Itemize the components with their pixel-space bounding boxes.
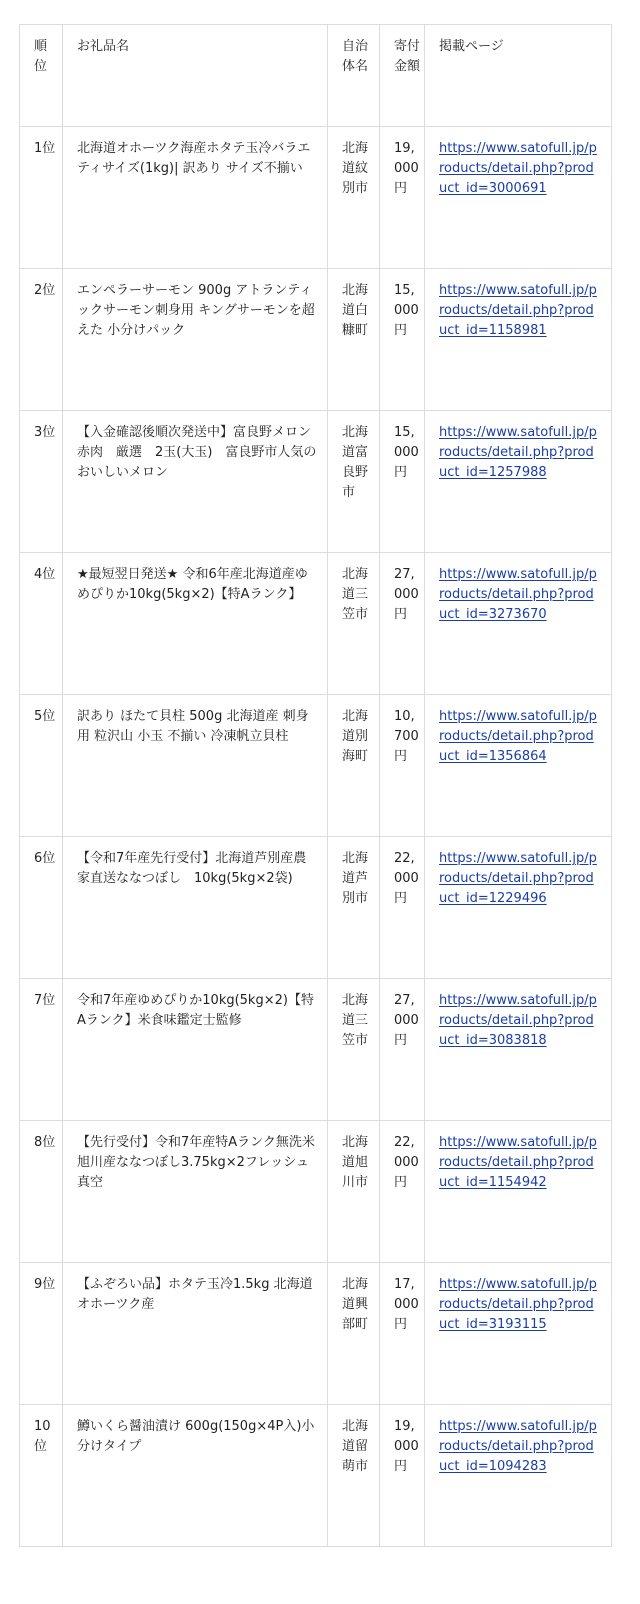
table-row bbox=[20, 837, 612, 979]
amount-cell: 17,000円 bbox=[380, 1263, 425, 1405]
table-row bbox=[20, 269, 612, 411]
product-link[interactable]: https://www.satofull.jp/products/detail.php?product_id=1229496 bbox=[439, 851, 597, 906]
product-link[interactable]: https://www.satofull.jp/products/detail.php?product_id=3083818 bbox=[439, 993, 597, 1048]
municipality-cell: 北海道留萌市 bbox=[328, 1405, 380, 1547]
product-name-cell: 【入金確認後順次発送中】富良野メロン赤肉 厳選 2玉(大玉) 富良野市人気のおいしいメロン bbox=[63, 411, 328, 553]
municipality-cell: 北海道芦別市 bbox=[328, 837, 380, 979]
product-name-cell: 鱒いくら醤油漬け 600g(150g×4P入)小分けタイプ bbox=[63, 1405, 328, 1547]
page-cell bbox=[425, 837, 612, 979]
amount-cell: 19,000円 bbox=[380, 127, 425, 269]
rank-cell: 6位 bbox=[20, 837, 63, 979]
header-name: お礼品名 bbox=[63, 25, 328, 127]
amount-cell: 15,000円 bbox=[380, 411, 425, 553]
table-row bbox=[20, 1263, 612, 1405]
product-name-cell: 訳あり ほたて貝柱 500g 北海道産 刺身用 粒沢山 小玉 不揃い 冷凍帆立貝柱 bbox=[63, 695, 328, 837]
product-link[interactable]: https://www.satofull.jp/products/detail.php?product_id=1257988 bbox=[439, 425, 597, 480]
rank-cell: 9位 bbox=[20, 1263, 63, 1405]
municipality-cell: 北海道三笠市 bbox=[328, 553, 380, 695]
product-name-cell: 【令和7年産先行受付】北海道芦別産農家直送ななつぼし 10kg(5kg×2袋) bbox=[63, 837, 328, 979]
amount-cell: 15,000円 bbox=[380, 269, 425, 411]
amount-cell: 19,000円 bbox=[380, 1405, 425, 1547]
amount-cell: 27,000円 bbox=[380, 979, 425, 1121]
product-link[interactable]: https://www.satofull.jp/products/detail.php?product_id=1094283 bbox=[439, 1419, 597, 1474]
rank-cell: 8位 bbox=[20, 1121, 63, 1263]
table-row bbox=[20, 127, 612, 269]
amount-cell: 27,000円 bbox=[380, 553, 425, 695]
amount-cell: 22,000円 bbox=[380, 837, 425, 979]
product-link[interactable]: https://www.satofull.jp/products/detail.php?product_id=3273670 bbox=[439, 567, 597, 622]
municipality-cell: 北海道富良野市 bbox=[328, 411, 380, 553]
rank-cell: 10位 bbox=[20, 1405, 63, 1547]
municipality-cell: 北海道旭川市 bbox=[328, 1121, 380, 1263]
municipality-cell: 北海道興部町 bbox=[328, 1263, 380, 1405]
rank-cell: 4位 bbox=[20, 553, 63, 695]
table-row bbox=[20, 979, 612, 1121]
page-cell bbox=[425, 1263, 612, 1405]
rank-cell: 3位 bbox=[20, 411, 63, 553]
municipality-cell: 北海道白糠町 bbox=[328, 269, 380, 411]
table-row bbox=[20, 1405, 612, 1547]
page-cell bbox=[425, 269, 612, 411]
table-row bbox=[20, 411, 612, 553]
municipality-cell: 北海道別海町 bbox=[328, 695, 380, 837]
product-name-cell: 【ふぞろい品】ホタテ玉冷1.5kg 北海道オホーツク産 bbox=[63, 1263, 328, 1405]
product-link[interactable]: https://www.satofull.jp/products/detail.php?product_id=3193115 bbox=[439, 1277, 597, 1332]
table-row bbox=[20, 1121, 612, 1263]
rank-cell: 1位 bbox=[20, 127, 63, 269]
table-row bbox=[20, 553, 612, 695]
amount-cell: 22,000円 bbox=[380, 1121, 425, 1263]
amount-cell: 10,700円 bbox=[380, 695, 425, 837]
product-link[interactable]: https://www.satofull.jp/products/detail.php?product_id=1356864 bbox=[439, 709, 597, 764]
page-cell bbox=[425, 1405, 612, 1547]
rank-cell: 2位 bbox=[20, 269, 63, 411]
municipality-cell: 北海道紋別市 bbox=[328, 127, 380, 269]
product-link[interactable]: https://www.satofull.jp/products/detail.php?product_id=3000691 bbox=[439, 141, 597, 196]
rank-cell: 7位 bbox=[20, 979, 63, 1121]
page-cell bbox=[425, 1121, 612, 1263]
page-cell bbox=[425, 127, 612, 269]
table-body bbox=[20, 127, 612, 1547]
table-header bbox=[20, 25, 612, 127]
header-municipality: 自治体名 bbox=[328, 25, 380, 127]
product-name-cell: エンペラーサーモン 900g アトランティックサーモン刺身用 キングサーモンを超えた 小分けパック bbox=[63, 269, 328, 411]
product-name-cell: 北海道オホーツク海産ホタテ玉冷バラエティサイズ(1kg)| 訳あり サイズ不揃い bbox=[63, 127, 328, 269]
ranking-table-container bbox=[19, 24, 611, 1547]
municipality-cell: 北海道三笠市 bbox=[328, 979, 380, 1121]
product-name-cell: 令和7年産ゆめぴりか10kg(5kg×2)【特Aランク】米食味鑑定士監修 bbox=[63, 979, 328, 1121]
header-row bbox=[20, 25, 612, 127]
page-cell bbox=[425, 979, 612, 1121]
rank-cell: 5位 bbox=[20, 695, 63, 837]
table-row bbox=[20, 695, 612, 837]
header-page: 掲載ページ bbox=[425, 25, 612, 127]
page-cell bbox=[425, 553, 612, 695]
page-cell bbox=[425, 695, 612, 837]
ranking-table bbox=[19, 24, 612, 1547]
header-rank: 順位 bbox=[20, 25, 63, 127]
page-cell bbox=[425, 411, 612, 553]
product-name-cell: 【先行受付】令和7年産特Aランク無洗米旭川産ななつぼし3.75kg×2フレッシュ真空 bbox=[63, 1121, 328, 1263]
product-link[interactable]: https://www.satofull.jp/products/detail.php?product_id=1158981 bbox=[439, 283, 597, 338]
header-amount: 寄付金額 bbox=[380, 25, 425, 127]
product-link[interactable]: https://www.satofull.jp/products/detail.php?product_id=1154942 bbox=[439, 1135, 597, 1190]
product-name-cell: ★最短翌日発送★ 令和6年産北海道産ゆめぴりか10kg(5kg×2)【特Aランク】 bbox=[63, 553, 328, 695]
